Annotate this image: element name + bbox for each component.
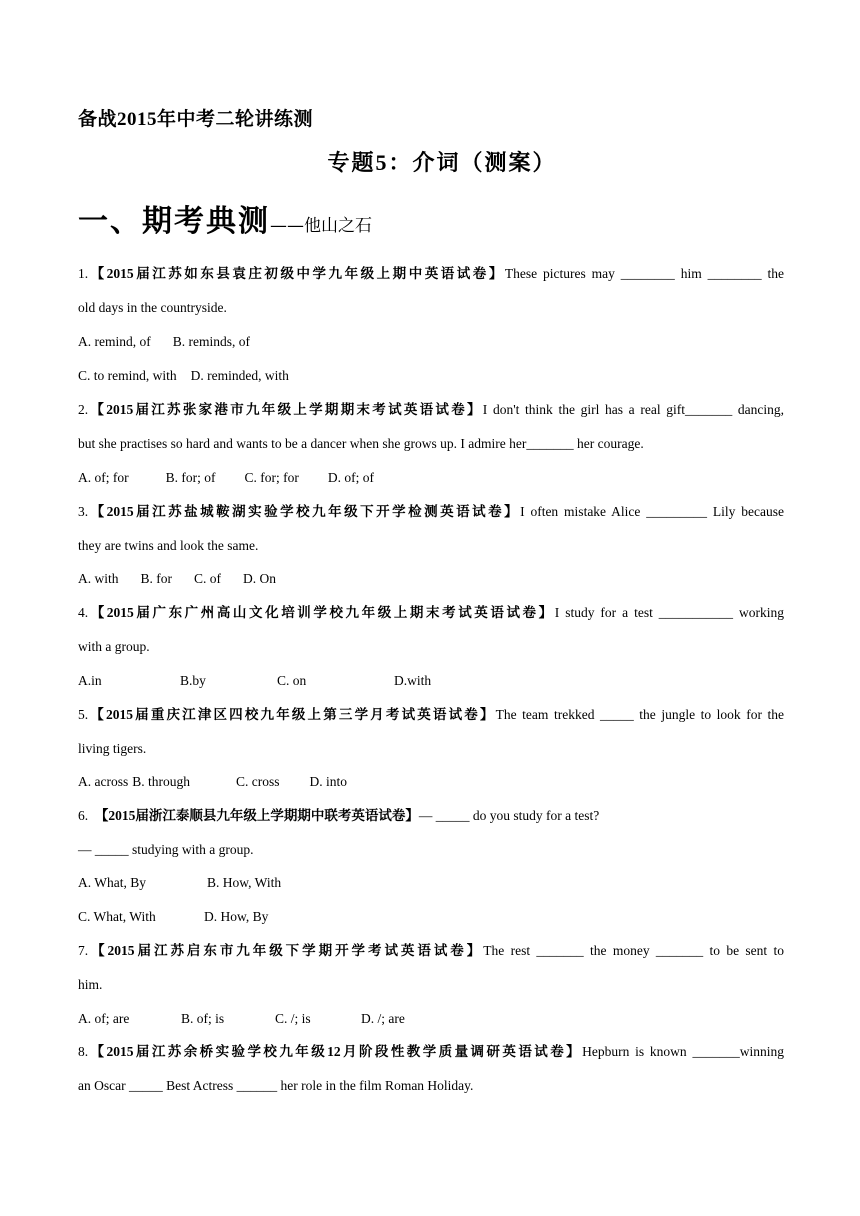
question-3-line-2: they are twins and look the same. [78,538,259,553]
option-c: C. cross [236,774,280,789]
question-number: 7. [78,943,89,958]
question-source: 【2015届浙江泰顺县九年级上学期期中联考英语试卷】 [94,808,419,823]
question-5-options [78,773,784,791]
question-source: 【2015届重庆江津区四校九年级上第三学月考试英语试卷】 [88,707,496,722]
option-d: D.with [394,673,432,688]
question-2-line-1 [78,401,784,419]
option-d: D. How, By [204,909,269,924]
section-main-title: 一、期考典测 [78,205,270,238]
option-d: D. into [309,774,348,789]
question-number: 8. [78,1044,89,1059]
question-4-options [78,672,784,690]
question-1-line-1 [78,265,784,283]
option-b: B. of; is [181,1011,225,1026]
question-text: I don't think the girl has a real gift_______ dancing, [482,402,784,417]
question-source: 【2015届广东广州高山文化培训学校九年级上期末考试英语试卷】 [88,605,555,620]
question-7-options [78,1010,784,1028]
question-text: The rest _______ the money _______ to be sent to [483,943,784,958]
option-c: C. on [277,673,307,688]
question-6-options-row-1 [78,874,784,892]
question-number: 4. [78,605,89,620]
question-4-line-1 [78,604,784,622]
question-number: 5. [78,707,89,722]
question-text: I often mistake Alice _________ Lily because [520,504,784,519]
option-b: B. for [140,571,172,586]
question-number: 1. [78,266,89,281]
option-a: A. What, By [78,875,146,890]
option-c: C. /; is [275,1011,311,1026]
question-1-line-2: old days in the countryside. [78,300,227,315]
question-8-line-2: an Oscar _____ Best Actress ______ her role in the film Roman Holiday. [78,1078,474,1093]
question-source: 【2015届江苏余桥实验学校九年级12月阶段性教学质量调研英语试卷】 [88,1044,583,1059]
option-d: D. On [243,571,276,586]
question-6-line-1 [78,807,784,825]
option-d: D. /; are [361,1011,405,1026]
option-c: C. of [194,571,221,586]
question-6-options-row-2 [78,908,784,926]
option-d: D. of; of [327,470,374,485]
document-title: 备战2015年中考二轮讲练测 [78,109,314,130]
question-2-options [78,469,784,487]
question-source: 【2015届江苏张家港市九年级上学期期末考试英语试卷】 [88,402,483,417]
question-text: Hepburn is known _______winning [582,1044,784,1059]
option-c: C. What, With [78,909,156,924]
option-a: A. across [78,774,129,789]
question-number: 6. [78,808,89,823]
option-b: B.by [180,673,206,688]
question-3-options [78,570,784,588]
option-c: C. to remind, with [78,368,177,383]
option-b: B. for; of [165,470,216,485]
subject-title: 专题5：介词（测案） [327,150,557,175]
option-b: B. reminds, of [172,334,250,349]
option-b: B. through [132,774,191,789]
question-number: 3. [78,504,89,519]
option-a: A. of; are [78,1011,130,1026]
question-7-line-2: him. [78,977,103,992]
question-7-line-1 [78,942,784,960]
question-5-line-1 [78,706,784,724]
option-a: A. with [78,571,119,586]
question-1-options-row-1 [78,333,784,351]
question-2-line-2: but she practises so hard and wants to be a dancer when she grows up. I admire her_______ her courage. [78,436,644,451]
question-text: These pictures may ________ him ________ the [504,266,785,281]
option-a: A. of; for [78,470,129,485]
section-subtitle: ——他山之石 [270,216,372,236]
question-8-line-1 [78,1043,784,1061]
question-source: 【2015届江苏盐城鞍湖实验学校九年级下开学检测英语试卷】 [88,504,521,519]
option-a: A. remind, of [78,334,151,349]
question-6-line-2: — _____ studying with a group. [78,842,254,857]
section-heading [78,196,372,240]
question-text: — _____ do you study for a test? [418,808,600,823]
option-c: C. for; for [244,470,299,485]
question-text: The team trekked _____ the jungle to look for the [495,707,785,722]
question-1-options-row-2 [78,367,784,385]
question-number: 2. [78,402,89,417]
question-4-line-2: with a group. [78,639,150,654]
question-source: 【2015届江苏启东市九年级下学期开学考试英语试卷】 [88,943,484,958]
question-5-line-2: living tigers. [78,741,147,756]
question-text: I study for a test ___________ working [554,605,784,620]
option-a: A.in [78,673,102,688]
question-3-line-1 [78,503,784,521]
option-d: D. reminded, with [190,368,289,383]
option-b: B. How, With [207,875,282,890]
question-source: 【2015届江苏如东县袁庄初级中学九年级上期中英语试卷】 [88,266,505,281]
